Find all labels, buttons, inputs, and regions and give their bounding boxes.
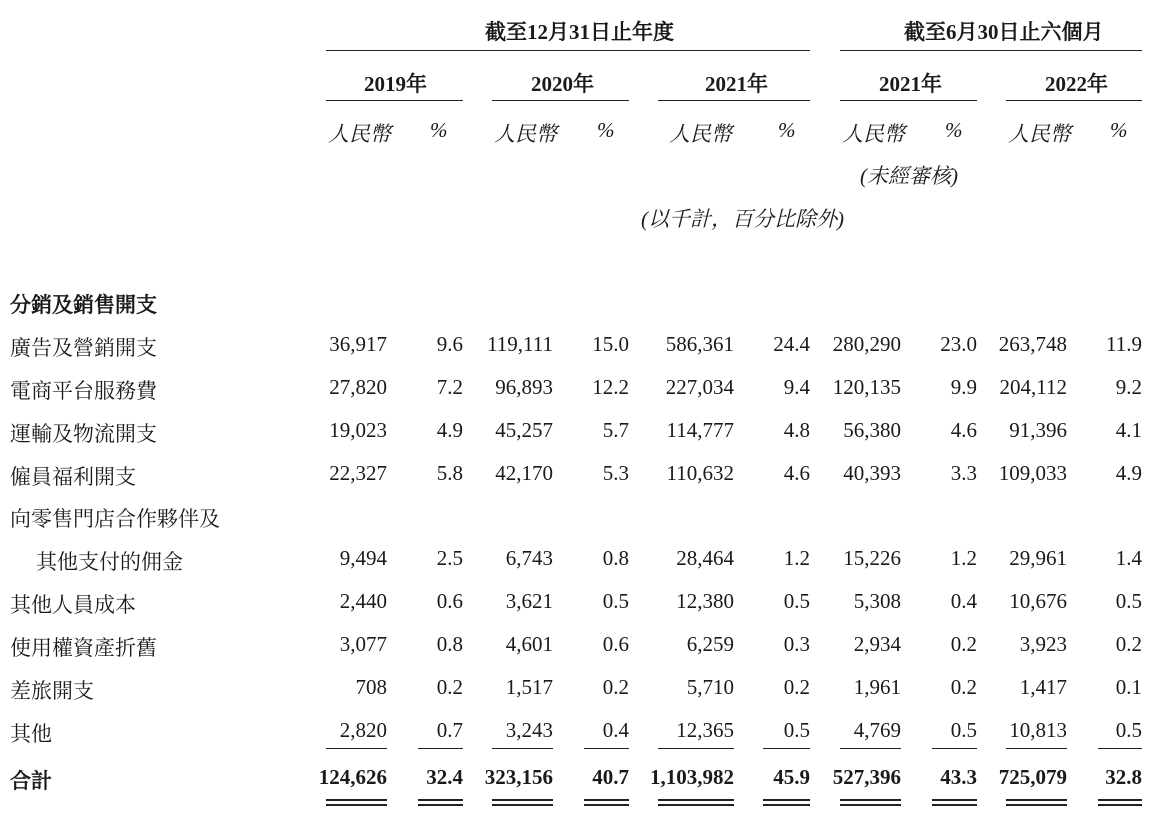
row-value: 0.2: [1115, 632, 1142, 656]
row-value: 3.3: [950, 461, 977, 485]
total-double-rule: [840, 799, 901, 806]
year-2020-rule: [492, 100, 629, 101]
row-value: 3,621: [505, 589, 553, 613]
row-value: 1.2: [783, 546, 810, 570]
row-value: 280,290: [832, 332, 901, 356]
total-value: 124,626: [318, 765, 387, 789]
subtotal-rule: [326, 748, 387, 749]
row-label: 其他支付的佣金: [36, 550, 183, 574]
subtotal-rule: [1098, 748, 1142, 749]
year-2022-half-rule: [1006, 100, 1142, 101]
row-value: 0.6: [436, 589, 463, 613]
row-value: 114,777: [666, 418, 734, 442]
row-value: 5,308: [853, 589, 901, 613]
row-value: 0.2: [950, 675, 977, 699]
subtotal-rule: [763, 748, 810, 749]
row-label: 僱員福利開支: [10, 465, 136, 489]
row-value: 96,893: [495, 375, 553, 399]
total-value: 725,079: [998, 765, 1067, 789]
row-value: 2,440: [339, 589, 387, 613]
section-title: 分銷及銷售開支: [10, 293, 157, 317]
row-value: 119,111: [487, 332, 553, 356]
row-value: 0.6: [602, 632, 629, 656]
row-value: 586,361: [665, 332, 734, 356]
row-value: 0.5: [1115, 589, 1142, 613]
row-value: 4.6: [783, 461, 810, 485]
subtotal-rule: [932, 748, 977, 749]
row-value: 2,934: [853, 632, 901, 656]
row-value: 10,813: [1009, 718, 1067, 742]
year-2021-half: 2021年: [879, 72, 942, 96]
year-2020: 2020年: [531, 72, 594, 96]
row-label: 其他: [10, 722, 52, 746]
row-value: 40,393: [843, 461, 901, 485]
row-value: 12,365: [676, 718, 734, 742]
row-value: 22,327: [329, 461, 387, 485]
row-value: 23.0: [940, 332, 977, 356]
row-value: 0.1: [1115, 675, 1142, 699]
total-double-rule: [326, 799, 387, 806]
row-value: 0.8: [436, 632, 463, 656]
total-double-rule: [1098, 799, 1142, 806]
row-value: 91,396: [1009, 418, 1067, 442]
row-value: 9.6: [436, 332, 463, 356]
unit-pct: %: [945, 118, 963, 142]
row-value: 42,170: [495, 461, 553, 485]
row-value: 0.4: [950, 589, 977, 613]
row-value: 1.2: [950, 546, 977, 570]
row-value: 5.7: [602, 418, 629, 442]
total-value: 43.3: [940, 765, 977, 789]
row-value: 9.4: [783, 375, 810, 399]
subtotal-rule: [418, 748, 463, 749]
row-value: 56,380: [843, 418, 901, 442]
row-value: 4.9: [436, 418, 463, 442]
row-value: 0.4: [602, 718, 629, 742]
row-value: 263,748: [998, 332, 1067, 356]
row-value: 4.9: [1115, 461, 1142, 485]
unit-currency: 人民幣: [842, 122, 905, 146]
row-value: 1.4: [1115, 546, 1142, 570]
row-value: 45,257: [495, 418, 553, 442]
row-value: 0.3: [783, 632, 810, 656]
row-value: 4.1: [1115, 418, 1142, 442]
row-value: 120,135: [832, 375, 901, 399]
unaudited-note: (未經審核): [860, 164, 958, 188]
row-value: 0.2: [436, 675, 463, 699]
total-value: 32.4: [426, 765, 463, 789]
row-value: 1,517: [505, 675, 553, 699]
row-value: 708: [355, 675, 387, 699]
thousands-note: (以千計，百分比除外): [641, 207, 844, 231]
subtotal-rule: [658, 748, 734, 749]
row-value: 4,601: [505, 632, 553, 656]
total-value: 1,103,982: [650, 765, 734, 789]
row-value: 5.3: [602, 461, 629, 485]
row-value: 110,632: [666, 461, 734, 485]
row-value: 7.2: [436, 375, 463, 399]
row-value: 0.2: [783, 675, 810, 699]
row-value: 0.5: [1115, 718, 1142, 742]
row-value: 3,077: [339, 632, 387, 656]
row-value: 0.8: [602, 546, 629, 570]
year-2019-rule: [326, 100, 463, 101]
row-value: 24.4: [773, 332, 810, 356]
row-value: 227,034: [665, 375, 734, 399]
row-label: 廣告及營銷開支: [10, 336, 157, 360]
total-double-rule: [492, 799, 553, 806]
subtotal-rule: [1006, 748, 1067, 749]
row-value: 2,820: [339, 718, 387, 742]
row-value: 15.0: [592, 332, 629, 356]
row-label: 差旅開支: [10, 679, 94, 703]
row-value: 4.6: [950, 418, 977, 442]
row-value: 0.7: [436, 718, 463, 742]
unit-currency: 人民幣: [328, 122, 391, 146]
row-value: 4.8: [783, 418, 810, 442]
year-2019: 2019年: [364, 72, 427, 96]
row-value: 2.5: [436, 546, 463, 570]
row-value: 1,417: [1019, 675, 1067, 699]
row-value: 0.2: [602, 675, 629, 699]
row-value: 11.9: [1106, 332, 1142, 356]
total-double-rule: [658, 799, 734, 806]
row-value: 28,464: [676, 546, 734, 570]
header-group-year: 截至12月31日止年度: [485, 20, 674, 44]
header-group-year-rule: [326, 50, 810, 51]
total-double-rule: [1006, 799, 1067, 806]
row-value: 19,023: [329, 418, 387, 442]
row-value: 9,494: [339, 546, 387, 570]
unit-currency: 人民幣: [669, 122, 732, 146]
row-value: 1,961: [853, 675, 901, 699]
header-group-half-rule: [840, 50, 1142, 51]
row-value: 6,259: [686, 632, 734, 656]
row-value: 0.5: [783, 718, 810, 742]
row-value: 15,226: [843, 546, 901, 570]
row-value: 0.5: [602, 589, 629, 613]
year-2022-half: 2022年: [1045, 72, 1108, 96]
row-value: 27,820: [329, 375, 387, 399]
row-value: 3,243: [505, 718, 553, 742]
unit-currency: 人民幣: [1008, 122, 1071, 146]
unit-currency: 人民幣: [494, 122, 557, 146]
row-label: 使用權資產折舊: [10, 636, 157, 660]
row-value: 12.2: [592, 375, 629, 399]
row-label: 向零售門店合作夥伴及: [10, 507, 220, 531]
total-double-rule: [763, 799, 810, 806]
year-2021: 2021年: [705, 72, 768, 96]
row-value: 12,380: [676, 589, 734, 613]
row-label: 電商平台服務費: [10, 379, 157, 403]
total-double-rule: [584, 799, 629, 806]
total-double-rule: [418, 799, 463, 806]
row-value: 0.5: [950, 718, 977, 742]
row-value: 29,961: [1009, 546, 1067, 570]
row-label: 運輸及物流開支: [10, 422, 157, 446]
total-value: 323,156: [484, 765, 553, 789]
row-value: 10,676: [1009, 589, 1067, 613]
total-value: 527,396: [832, 765, 901, 789]
header-group-half: 截至6月30日止六個月: [904, 20, 1104, 44]
row-value: 36,917: [329, 332, 387, 356]
row-value: 0.5: [783, 589, 810, 613]
total-label: 合計: [10, 769, 52, 793]
subtotal-rule: [584, 748, 629, 749]
total-double-rule: [932, 799, 977, 806]
row-value: 5.8: [436, 461, 463, 485]
year-2021-rule: [658, 100, 810, 101]
year-2021-half-rule: [840, 100, 977, 101]
unit-pct: %: [597, 118, 615, 142]
row-value: 0.2: [950, 632, 977, 656]
row-value: 4,769: [853, 718, 901, 742]
unit-pct: %: [430, 118, 448, 142]
row-value: 204,112: [999, 375, 1067, 399]
row-value: 9.2: [1115, 375, 1142, 399]
total-value: 32.8: [1105, 765, 1142, 789]
unit-pct: %: [778, 118, 796, 142]
row-label: 其他人員成本: [10, 593, 136, 617]
row-value: 6,743: [505, 546, 553, 570]
row-value: 3,923: [1019, 632, 1067, 656]
total-value: 40.7: [592, 765, 629, 789]
row-value: 5,710: [686, 675, 734, 699]
row-value: 9.9: [950, 375, 977, 399]
unit-pct: %: [1110, 118, 1128, 142]
subtotal-rule: [840, 748, 901, 749]
subtotal-rule: [492, 748, 553, 749]
row-value: 109,033: [998, 461, 1067, 485]
total-value: 45.9: [773, 765, 810, 789]
